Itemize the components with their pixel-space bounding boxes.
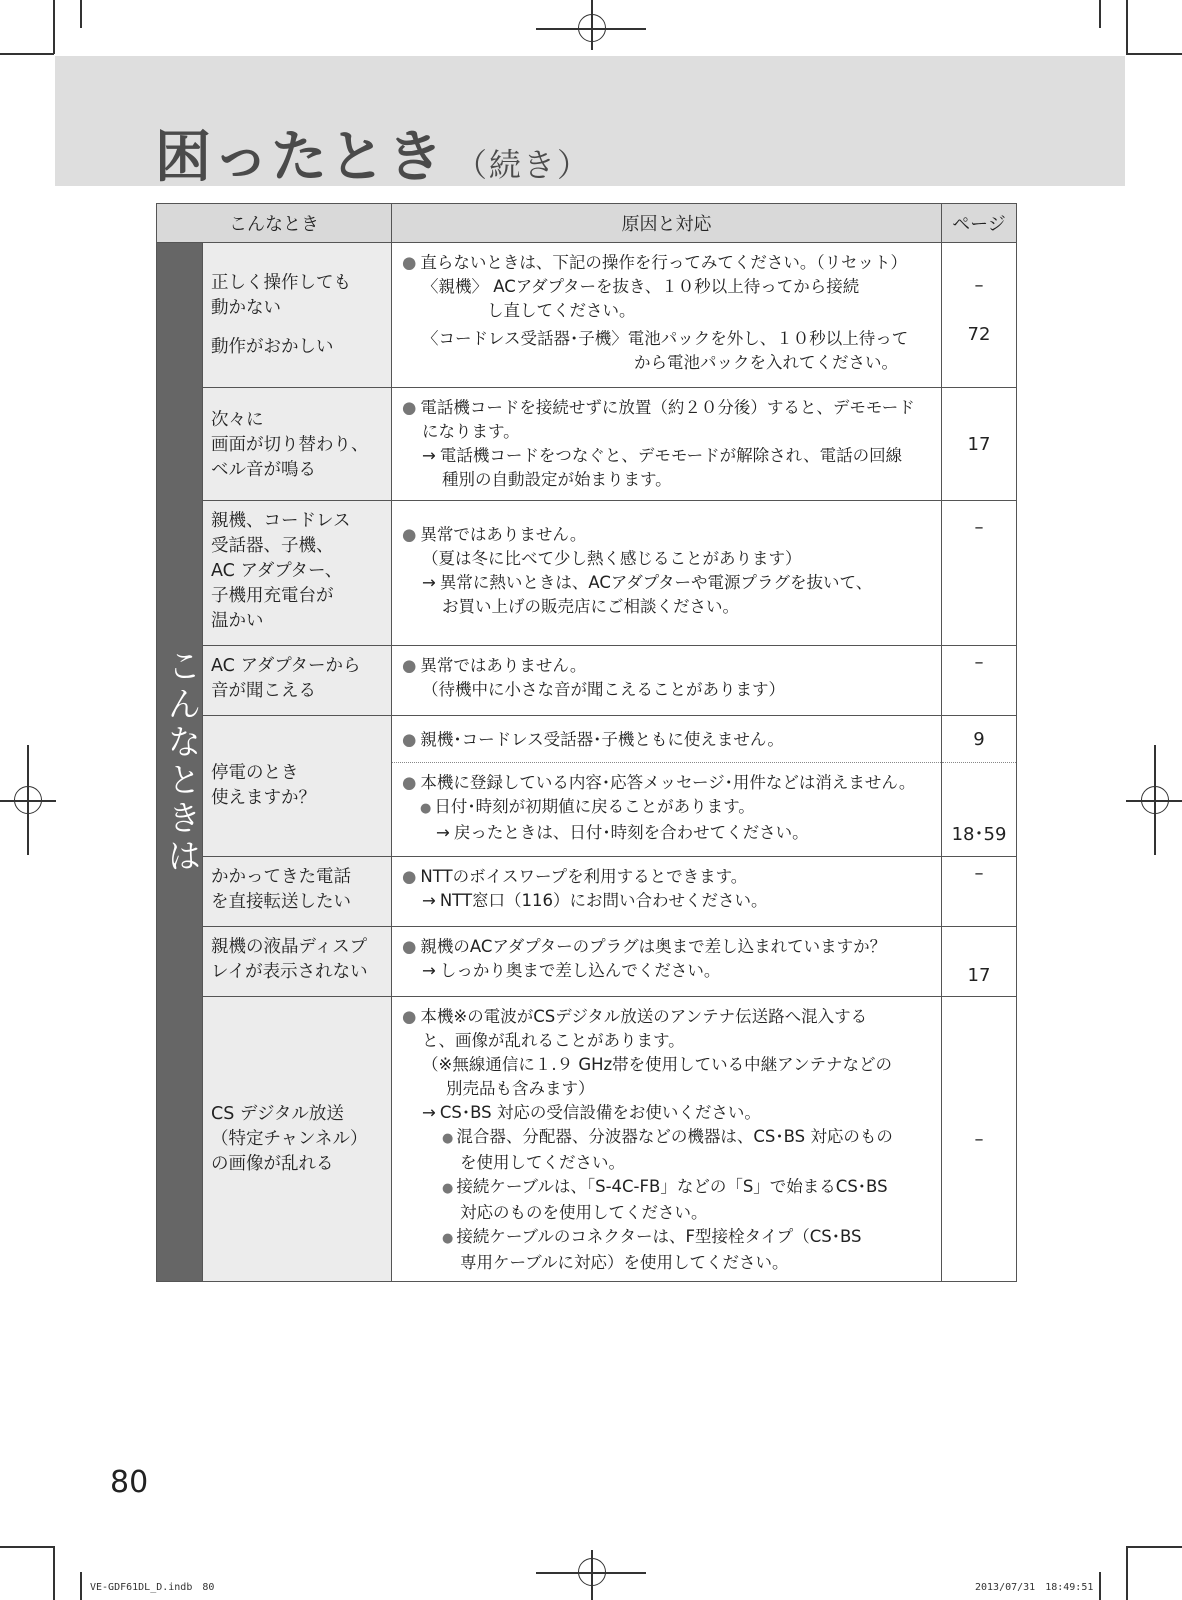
when-cell: AC アダプターから 音が聞こえる [203,646,392,716]
page-number: 80 [110,1465,149,1500]
cause-cell: ● 親機のACアダプターのプラグは奥まで差し込まれていますか？ → しっかり奥まで差し込んでください。 [392,927,942,997]
when-cell: かかってきた電話 を直接転送したい [203,857,392,927]
page-cell: 17 [942,927,1017,997]
when-cell: 次々に 画面が切り替わり、 ベル音が鳴る [203,388,392,501]
cause-cell: ● 親機･コードレス受話器･子機ともに使えません。 [392,716,942,763]
when-cell: 親機、コードレス 受話器、子機、 AC アダプター、 子機用充電台が 温かい [203,501,392,646]
troubleshooting-table [156,203,1017,1282]
table-row [157,716,1017,763]
cause-cell: ● 本機に登録している内容･応答メッセージ･用件などは消えません。 ● 日付･時刻が初期値に戻ることがあります。 → 戻ったときは、日付･時刻を合わせてください。 [392,763,942,857]
header-when: こんなとき [157,204,392,243]
cause-cell: ● 本機※の電波がCSデジタル放送のアンテナ伝送路へ混入する と、画像が乱れることがあります。 （※無線通信に１.９ GHz帯を使用している中継アンテナなどの 別売品も含みます） → CS･BS 対応の受信設備をお使いください。 ● 混合器、分配器、分波器などの機器は、CS･BS 対応のもの を使用してください。 ● 接続ケーブルは、「S-4C-FB」などの「S」で始まるCS･BS 対応のものを使用してください。 ● 接続ケーブルのコネクターは、F型接栓タイプ（CS･BS 専用ケーブルに対応）を使用してください。 [392,997,942,1282]
page-cell: – [942,646,1017,716]
table-row [157,927,1017,997]
page-cell: 17 [942,388,1017,501]
side-label: こんなときは [157,243,203,1282]
cause-cell: ● 直らないときは、下記の操作を行ってみてください。（リセット） 〈親機〉 ACアダプターを抜き、１０秒以上待ってから接続 し直してください。 〈コードレス受話器･子機〉電池パックを外し、１０秒以上待って から電池パックを入れてください。 [392,243,942,388]
table-row [157,501,1017,646]
table-row [157,997,1017,1282]
when-cell: 親機の液晶ディスプ レイが表示されない [203,927,392,997]
table-row [157,646,1017,716]
footer-timestamp: 2013/07/31 18:49:51 [975,1582,1094,1593]
page-cell: 18･59 [942,763,1017,857]
cause-cell: ● 異常ではありません。 （夏は冬に比べて少し熱く感じることがあります） → 異常に熱いときは、ACアダプターや電源プラグを抜いて、 お買い上げの販売店にご相談ください。 [392,501,942,646]
page-cell: – [942,501,1017,646]
cause-cell: ● 異常ではありません。 （待機中に小さな音が聞こえることがあります） [392,646,942,716]
page-cell: – 72 [942,243,1017,388]
page-cell: 9 [942,716,1017,763]
header-page: ページ [942,204,1017,243]
when-cell: 正しく操作しても 動かない 動作がおかしい [203,243,392,388]
table-row [157,857,1017,927]
page-cell: – [942,997,1017,1282]
footer-file: VE-GDF61DL_D.indb 80 [90,1582,215,1593]
table-row [157,388,1017,501]
header-cause: 原因と対応 [392,204,942,243]
page-title-main: 困ったとき [155,125,445,190]
table-row [157,243,1017,388]
when-cell: CS デジタル放送 （特定チャンネル） の画像が乱れる [203,997,392,1282]
cause-cell: ● NTTのボイスワープを利用するとできます。 → NTT窓口（116）にお問い合わせください。 [392,857,942,927]
page-cell: – [942,857,1017,927]
cause-cell: ● 電話機コードを接続せずに放置（約２０分後）すると、デモモード になります。 → 電話機コードをつなぐと、デモモードが解除され、電話の回線 種別の自動設定が始まります。 [392,388,942,501]
table-header-row [157,204,1017,243]
when-cell: 停電のとき 使えますか？ [203,716,392,857]
page-title [155,113,591,193]
page-title-sub: （続き） [455,146,592,184]
